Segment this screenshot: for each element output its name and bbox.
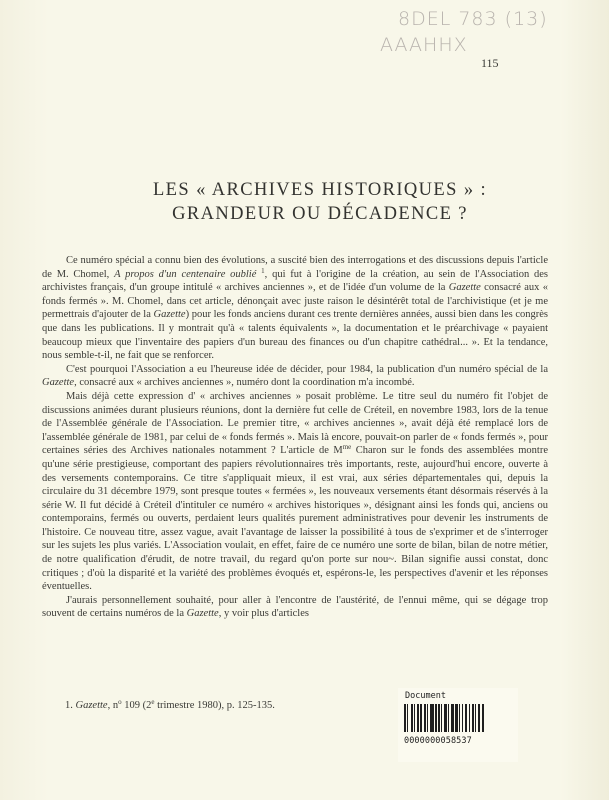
- text: 109 (2: [121, 700, 152, 711]
- text: consacré aux « fonds fermés ». M. Chomel, dans cet article, dénonçait avec juste raison le désintérêt total de l'archivistique (et je me permettrais d'ajouter de la: [42, 282, 548, 321]
- text: Charon sur le fonds des assemblées montre qu'une série prestigieuse, comportant des papiers révolutionnaires très importants, reste, aujourd'hui encore, ouverte à des versements contemporains. Ce titre s'appliquait mieux, il est vrai, aux séries départementales qui, depuis la circulaire du 31 décembre 1979, sont presque toutes « fermées », les nouveaux versements étant désormais réservés à la série W. Il fut décidé à Créteil d'intituler ce numéro « archives historiques », désignant ainsi les fonds qui, anciens ou contemporains, fermés ou ouverts, perdaient leurs qualités purement administratives pour devenir les instruments de l'histoire. Ce nouveau titre, assez vague, avait l'avantage de laisser la possibilité à tous de s'exprimer et de s'interroger sur les sujets les plus variés. L'Association voulait, en effet, faire de ce numéro une sorte de bilan, bilan de notre métier, de notre qualification d'érudit, de notre travail, du regard qu'on porte sur nou~. Bilan signifie aussi constat, donc critiques ; d'où la disparité et la variété des problèmes évoqués et, espérons-le, les perspectives d'avenir et les réponses éventuelles.: [42, 445, 548, 593]
- journal-name: Gazette: [42, 377, 75, 389]
- paragraph-2: [42, 363, 548, 390]
- article-body: [42, 254, 548, 621]
- text: Ce numéro spécial a connu bien des évolutions, a suscité bien des interrogations et des discussions depuis l'article de M. Chomel,: [42, 255, 548, 280]
- barcode-number: 0000000058537: [404, 736, 472, 746]
- journal-name: Gazette: [186, 608, 219, 620]
- text: , n: [107, 700, 119, 711]
- superscript: o: [118, 698, 122, 706]
- text: Mais déjà cette expression d' « archives anciennes » posait problème. Le titre seul du numéro fit l'objet de discussions animées durant plusieurs réunions, dont la dernière fut celle de Créteil, en novembre 1983, lors de la tenue de l'Assemblée générale de l'Association. Le premier titre, « archives anciennes », avait déjà été remplacé lors de l'assemblée générale de 1981, par celui de « fonds fermés ». Mais là encore, pouvait-on parler de « fonds fermés », pour certaines séries des Archives nationales notamment ? L'article de M: [42, 390, 548, 457]
- handwritten-shelfmark: 8DEL 783 (13): [398, 8, 548, 30]
- paragraph-1: [42, 254, 548, 363]
- text: ) pour les fonds anciens durant ces trente dernières années, aussi bien dans les congrès que dans les publications. Il y montrait qu'à « talents équivalents », la documentation et le préarchivage « payaient beaucoup mieux que l'inventaire des papiers d'un bureau des finances ou d'un chapitre cathédral... ». Et la tendance, nous semble-t-il, ne fait que se renforcer.: [42, 309, 549, 362]
- page-number: 115: [481, 56, 499, 70]
- barcode-bars: [404, 704, 522, 732]
- text: C'est pourquoi l'Association a eu l'heureuse idée de décider, pour 1984, la publication d'un numéro spécial de la: [66, 363, 548, 375]
- superscript: e: [151, 698, 155, 706]
- article-title-line-2: GRANDEUR OU DÉCADENCE ?: [172, 204, 468, 224]
- article-title-line-1: LES « ARCHIVES HISTORIQUES » :: [152, 180, 488, 200]
- paragraph-3: [42, 390, 548, 594]
- journal-name: Gazette: [448, 282, 481, 294]
- footnote: [65, 700, 275, 711]
- barcode-bar: [482, 704, 484, 732]
- paragraph-4: [42, 594, 548, 621]
- handwritten-code: AAAHHX: [380, 34, 468, 56]
- barcode-sticker: [398, 688, 518, 762]
- superscript: me: [342, 443, 352, 452]
- text: , qui fut à l'origine de la création, au sein de l'Association des archivistes français, d'un groupe intitulé « archives anciennes », et de l'idée d'un volume de la: [42, 268, 548, 294]
- text: J'aurais personnellement souhaité, pour aller à l'encontre de l'austérité, de l'ennui même, qui se dégage trop souvent de certains numéros de la: [42, 594, 548, 620]
- text: trimestre 1980), p. 125-135.: [154, 700, 275, 711]
- journal-name: Gazette: [153, 309, 186, 321]
- footnote-number: 1.: [65, 700, 73, 711]
- barcode-label: Document: [405, 691, 446, 701]
- text: , y voir plus d'articles: [218, 608, 309, 620]
- text: , consacré aux « archives anciennes », numéro dont la coordination m'a incombé.: [74, 377, 415, 389]
- journal-name: Gazette: [75, 700, 108, 711]
- footnote-ref: 1: [261, 266, 265, 275]
- cited-article-title: A propos d'un centenaire oublié: [114, 268, 257, 280]
